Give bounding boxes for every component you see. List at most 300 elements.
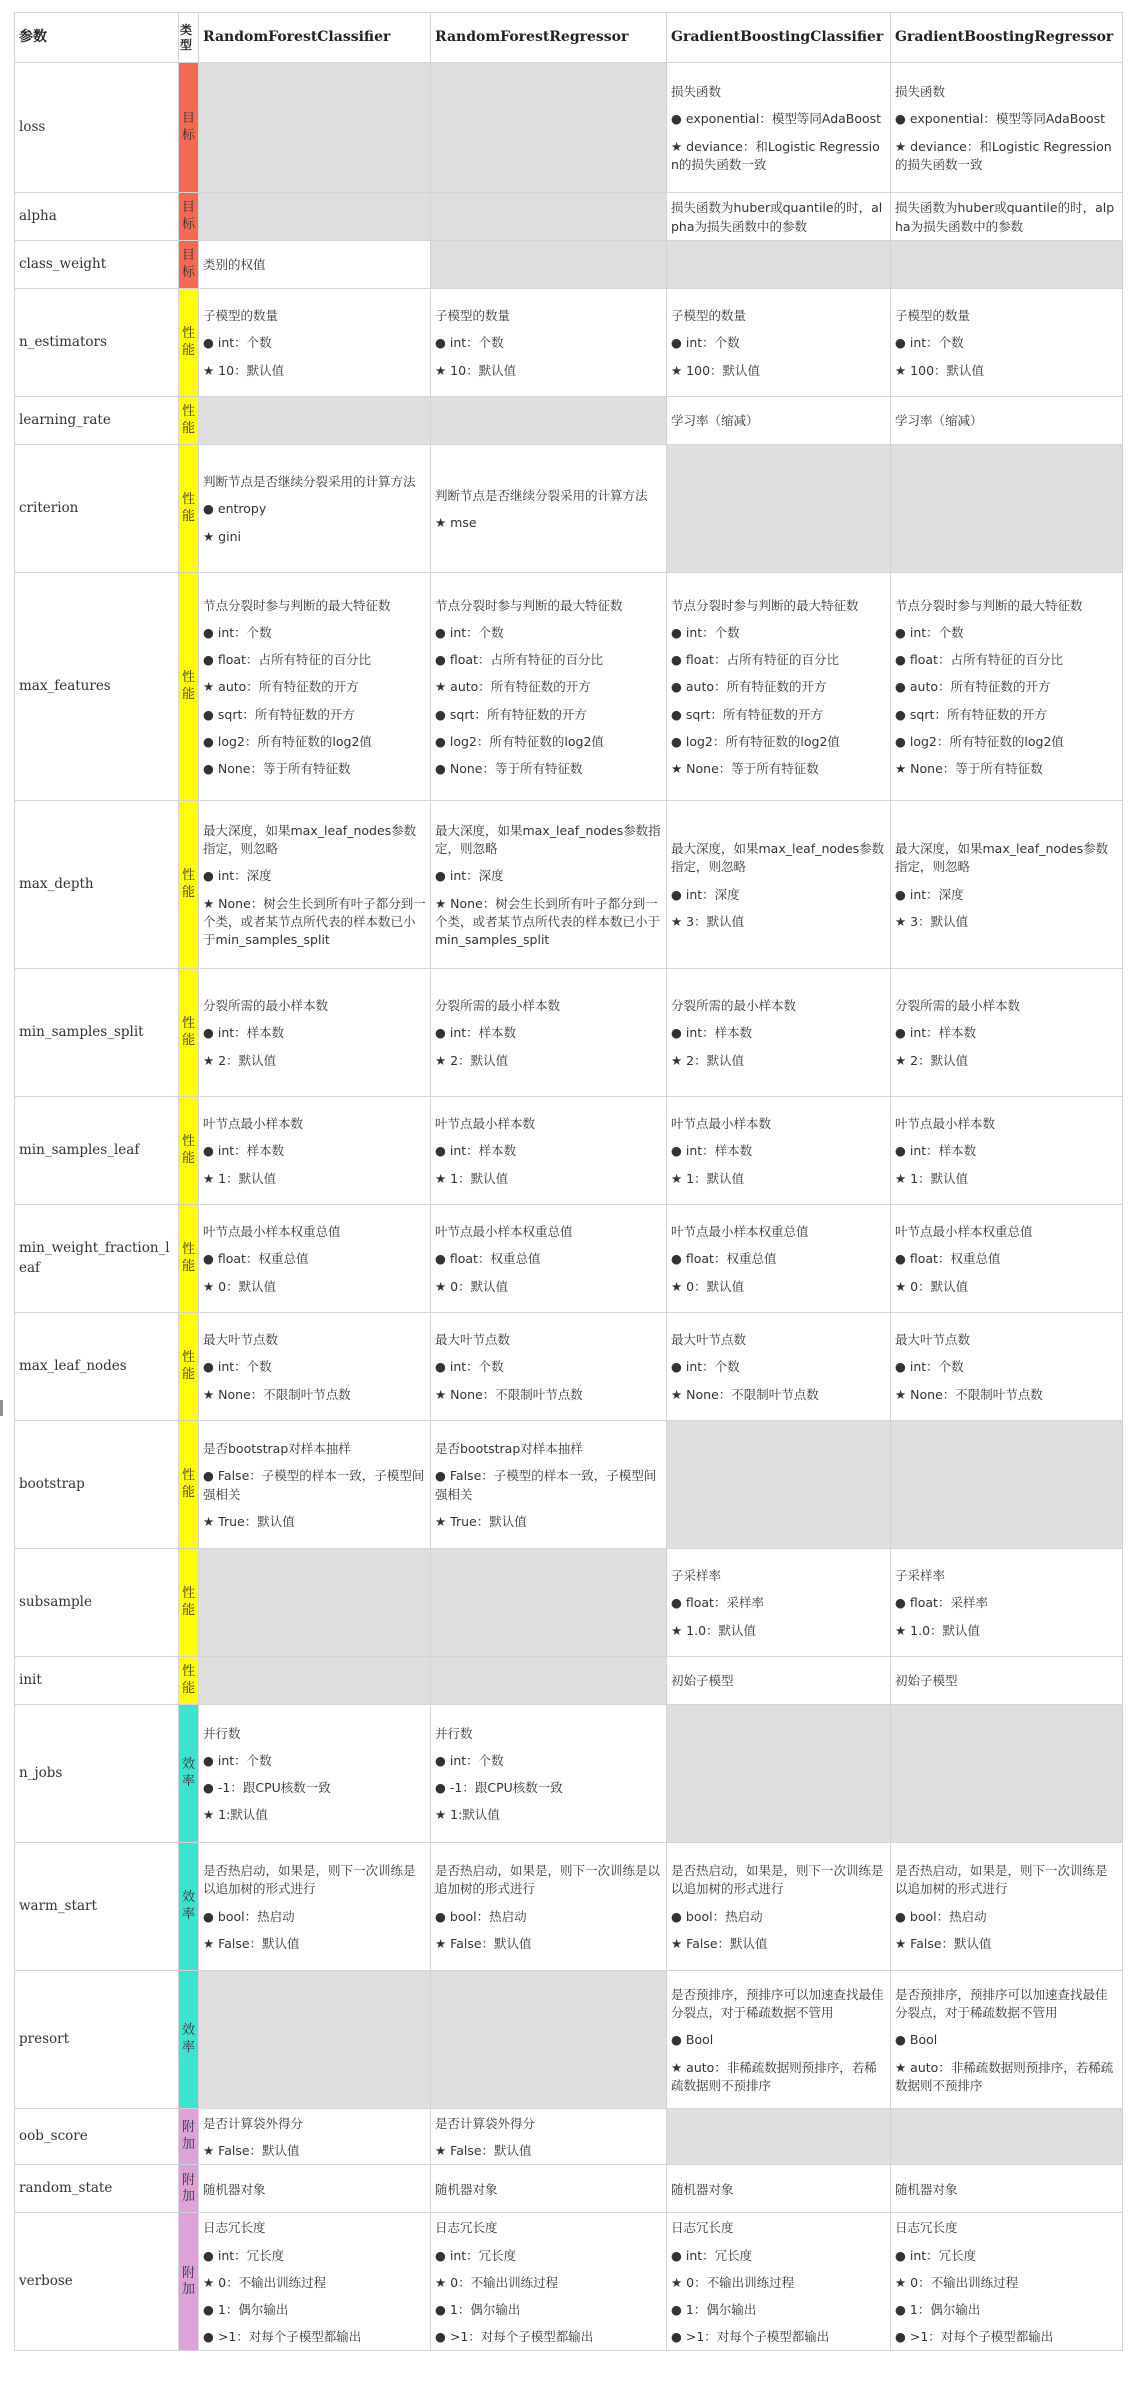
cell-option: ★ False：默认值 bbox=[671, 1935, 768, 1951]
cell-option: ● entropy bbox=[203, 501, 267, 517]
param-type-badge: 性能 bbox=[179, 1549, 199, 1657]
param-name: min_weight_fraction_leaf bbox=[15, 1205, 179, 1313]
cell-description: 类别的权值 bbox=[203, 257, 266, 273]
cell-gb-classifier bbox=[667, 2213, 891, 2351]
cell-option: ● int：深度 bbox=[435, 868, 504, 884]
table-row bbox=[15, 193, 1123, 241]
empty-cell-rf-regressor bbox=[431, 397, 667, 445]
cell-description: 子模型的数量 bbox=[203, 308, 279, 324]
cell-description: 是否热启动，如果是，则下一次训练是以追加树的形式进行 bbox=[895, 1863, 1108, 1897]
cell-description: 最大叶节点数 bbox=[203, 1332, 279, 1348]
cell-option: ● int：深度 bbox=[203, 868, 272, 884]
cell-gb-regressor bbox=[891, 1549, 1123, 1657]
cell-description: 并行数 bbox=[203, 1725, 241, 1741]
cell-description: 是否热启动，如果是，则下一次训练是以追加树的形式进行 bbox=[435, 1863, 661, 1897]
cell-description: 最大叶节点数 bbox=[671, 1332, 747, 1348]
param-type-badge: 性能 bbox=[179, 1421, 199, 1549]
cell-option: ● auto：所有特征数的开方 bbox=[895, 679, 1051, 695]
cell-description: 分裂所需的最小样本数 bbox=[671, 998, 797, 1014]
param-type-badge: 附加 bbox=[179, 2213, 199, 2351]
cell-option: ● float：权重总值 bbox=[435, 1251, 541, 1267]
cell-option: ● int：个数 bbox=[203, 625, 272, 641]
empty-cell-rf-classifier bbox=[199, 1657, 431, 1705]
cell-rf-classifier bbox=[199, 801, 431, 969]
cell-option: ● False：子模型的样本一致，子模型间强相关 bbox=[203, 1468, 425, 1502]
cell-description: 随机器对象 bbox=[435, 2181, 498, 2197]
header-type: 类型 bbox=[179, 13, 199, 63]
cell-description: 是否计算袋外得分 bbox=[435, 2116, 536, 2131]
cell-option: ● Bool bbox=[895, 2032, 938, 2048]
cell-gb-regressor bbox=[891, 1097, 1123, 1205]
cell-option: ★ None：不限制叶节点数 bbox=[671, 1386, 819, 1402]
empty-cell-gb-classifier bbox=[667, 445, 891, 573]
cell-option: ★ auto：所有特征数的开方 bbox=[435, 679, 591, 695]
cell-gb-classifier bbox=[667, 1657, 891, 1705]
table-row bbox=[15, 241, 1123, 289]
cell-description: 分裂所需的最小样本数 bbox=[435, 998, 561, 1014]
param-name: loss bbox=[15, 63, 179, 193]
cell-rf-classifier bbox=[199, 1843, 431, 1971]
param-type-badge: 目标 bbox=[179, 193, 199, 241]
cell-option: ★ 1:默认值 bbox=[203, 1807, 268, 1823]
cell-rf-classifier bbox=[199, 1313, 431, 1421]
cell-gb-regressor bbox=[891, 573, 1123, 801]
param-type-badge: 性能 bbox=[179, 1097, 199, 1205]
cell-option: ● >1：对每个子模型都输出 bbox=[895, 2328, 1054, 2344]
cell-gb-regressor bbox=[891, 2213, 1123, 2351]
cell-option: ● int：个数 bbox=[671, 625, 740, 641]
param-name: max_features bbox=[15, 573, 179, 801]
cell-option: ● int：深度 bbox=[895, 886, 964, 902]
cell-gb-classifier bbox=[667, 1313, 891, 1421]
cell-option: ● int：样本数 bbox=[203, 1025, 285, 1041]
cell-option: ● auto：所有特征数的开方 bbox=[671, 679, 827, 695]
cell-description: 最大叶节点数 bbox=[895, 1332, 971, 1348]
cell-option: ★ 0：默认值 bbox=[203, 1278, 277, 1294]
cell-description: 学习率（缩减） bbox=[895, 413, 983, 429]
cell-option: ● >1：对每个子模型都输出 bbox=[435, 2328, 594, 2344]
cell-gb-regressor bbox=[891, 289, 1123, 397]
cell-option: ★ False：默认值 bbox=[895, 1935, 992, 1951]
table-row bbox=[15, 289, 1123, 397]
table-row bbox=[15, 2165, 1123, 2213]
cell-option: ● int：样本数 bbox=[435, 1143, 517, 1159]
cell-description: 分裂所需的最小样本数 bbox=[203, 998, 329, 1014]
table-row bbox=[15, 801, 1123, 969]
cell-option: ● int：样本数 bbox=[435, 1025, 517, 1041]
empty-cell-gb-classifier bbox=[667, 1421, 891, 1549]
cell-option: ● False：子模型的样本一致，子模型间强相关 bbox=[435, 1468, 657, 1502]
empty-cell-gb-regressor bbox=[891, 241, 1123, 289]
cell-description: 判断节点是否继续分裂采用的计算方法 bbox=[203, 474, 416, 490]
cell-option: ★ 1：默认值 bbox=[671, 1170, 745, 1186]
cell-option: ★ None：等于所有特征数 bbox=[671, 760, 819, 776]
cell-rf-regressor bbox=[431, 1097, 667, 1205]
cell-description: 子模型的数量 bbox=[671, 308, 747, 324]
cell-option: ★ True：默认值 bbox=[203, 1513, 295, 1529]
cell-description: 子采样率 bbox=[671, 1568, 722, 1584]
param-type-badge: 性能 bbox=[179, 969, 199, 1097]
cell-option: ★ 0：不输出训练过程 bbox=[435, 2274, 559, 2290]
cell-description: 叶节点最小样本权重总值 bbox=[203, 1224, 341, 1240]
cell-gb-classifier bbox=[667, 1549, 891, 1657]
param-name: learning_rate bbox=[15, 397, 179, 445]
cell-option: ★ 1：默认值 bbox=[895, 1170, 969, 1186]
cell-rf-regressor bbox=[431, 2165, 667, 2213]
cell-rf-regressor bbox=[431, 2109, 667, 2165]
cell-gb-classifier bbox=[667, 1097, 891, 1205]
param-name: alpha bbox=[15, 193, 179, 241]
cell-option: ● float：占所有特征的百分比 bbox=[203, 652, 371, 668]
cell-option: ● int：个数 bbox=[671, 335, 740, 351]
cell-description: 日志冗长度 bbox=[895, 2220, 958, 2236]
cell-option: ● int：个数 bbox=[203, 1359, 272, 1375]
empty-cell-rf-classifier bbox=[199, 397, 431, 445]
cell-option: ★ 2：默认值 bbox=[435, 1052, 509, 1068]
cell-rf-regressor bbox=[431, 289, 667, 397]
table-header-row bbox=[15, 13, 1123, 63]
cell-option: ● bool：热启动 bbox=[671, 1908, 763, 1924]
cell-rf-regressor bbox=[431, 1705, 667, 1843]
cell-description: 是否预排序，预排序可以加速查找最佳分裂点，对于稀疏数据不管用 bbox=[895, 1987, 1108, 2021]
empty-cell-rf-regressor bbox=[431, 1971, 667, 2109]
cell-option: ★ auto：非稀疏数据则预排序，若稀疏数据则不预排序 bbox=[671, 2059, 877, 2093]
table-row bbox=[15, 1971, 1123, 2109]
table-row bbox=[15, 445, 1123, 573]
cell-option: ★ False：默认值 bbox=[435, 1935, 532, 1951]
cell-description: 叶节点最小样本权重总值 bbox=[435, 1224, 573, 1240]
cell-gb-classifier bbox=[667, 2165, 891, 2213]
empty-cell-gb-classifier bbox=[667, 1705, 891, 1843]
cell-gb-classifier bbox=[667, 1843, 891, 1971]
cell-rf-classifier bbox=[199, 1205, 431, 1313]
cell-description: 学习率（缩减） bbox=[671, 413, 759, 429]
table-row bbox=[15, 1205, 1123, 1313]
header-rf-regressor: RandomForestRegressor bbox=[431, 13, 667, 63]
cell-description: 叶节点最小样本权重总值 bbox=[671, 1224, 809, 1240]
cell-option: ★ True：默认值 bbox=[435, 1513, 527, 1529]
cell-description: 是否bootstrap对样本抽样 bbox=[435, 1441, 583, 1457]
cell-gb-classifier bbox=[667, 289, 891, 397]
cell-option: ★ False：默认值 bbox=[203, 1935, 300, 1951]
cell-option: ★ 0：默认值 bbox=[671, 1278, 745, 1294]
cell-option: ★ deviance：和Logistic Regression的损失函数一致 bbox=[671, 138, 880, 172]
cell-rf-regressor bbox=[431, 573, 667, 801]
cell-rf-classifier bbox=[199, 2165, 431, 2213]
param-type-badge: 性能 bbox=[179, 397, 199, 445]
cell-option: ● 1：偶尔输出 bbox=[203, 2301, 289, 2317]
parameter-comparison-table bbox=[14, 12, 1123, 2351]
cell-rf-classifier bbox=[199, 969, 431, 1097]
cell-option: ● int：个数 bbox=[895, 625, 964, 641]
cell-option: ★ None：不限制叶节点数 bbox=[203, 1386, 351, 1402]
empty-cell-rf-regressor bbox=[431, 63, 667, 193]
cell-option: ● Bool bbox=[671, 2032, 714, 2048]
cell-rf-classifier bbox=[199, 1421, 431, 1549]
cell-option: ★ False：默认值 bbox=[435, 2143, 532, 2159]
cell-option: ● float：采样率 bbox=[895, 1595, 988, 1611]
cell-option: ● log2：所有特征数的log2值 bbox=[435, 733, 604, 749]
cell-option: ● None：等于所有特征数 bbox=[435, 760, 583, 776]
cell-option: ● int：冗长度 bbox=[203, 2247, 285, 2263]
cell-description: 日志冗长度 bbox=[203, 2220, 266, 2236]
cell-description: 分裂所需的最小样本数 bbox=[895, 998, 1021, 1014]
cell-gb-regressor bbox=[891, 63, 1123, 193]
cell-description: 子模型的数量 bbox=[435, 308, 511, 324]
cell-description: 最大叶节点数 bbox=[435, 1332, 511, 1348]
table-row bbox=[15, 1705, 1123, 1843]
cell-option: ● int：个数 bbox=[203, 1752, 272, 1768]
cell-option: ★ None：不限制叶节点数 bbox=[895, 1386, 1043, 1402]
empty-cell-rf-regressor bbox=[431, 1657, 667, 1705]
cell-option: ● int：样本数 bbox=[203, 1143, 285, 1159]
table-row bbox=[15, 1549, 1123, 1657]
cell-rf-classifier bbox=[199, 2109, 431, 2165]
cell-option: ● float：权重总值 bbox=[895, 1251, 1001, 1267]
cell-gb-regressor bbox=[891, 1205, 1123, 1313]
cell-option: ● exponential：模型等同AdaBoost bbox=[671, 111, 882, 127]
cell-rf-regressor bbox=[431, 1313, 667, 1421]
empty-cell-rf-classifier bbox=[199, 63, 431, 193]
param-name: random_state bbox=[15, 2165, 179, 2213]
cell-description: 最大深度，如果max_leaf_nodes参数指定，则忽略 bbox=[671, 841, 885, 875]
table-row bbox=[15, 1421, 1123, 1549]
cell-option: ★ 1：默认值 bbox=[203, 1170, 277, 1186]
cell-description: 判断节点是否继续分裂采用的计算方法 bbox=[435, 487, 648, 503]
table-row bbox=[15, 63, 1123, 193]
empty-cell-gb-regressor bbox=[891, 1421, 1123, 1549]
cell-gb-classifier bbox=[667, 969, 891, 1097]
cell-description: 是否预排序，预排序可以加速查找最佳分裂点，对于稀疏数据不管用 bbox=[671, 1987, 884, 2021]
cell-description: 随机器对象 bbox=[671, 2181, 734, 2197]
cell-option: ★ 2：默认值 bbox=[671, 1052, 745, 1068]
cell-option: ★ auto：所有特征数的开方 bbox=[203, 679, 359, 695]
cell-option: ★ 2：默认值 bbox=[203, 1052, 277, 1068]
cell-option: ★ gini bbox=[203, 528, 241, 544]
cell-option: ● 1：偶尔输出 bbox=[895, 2301, 981, 2317]
cell-description: 子采样率 bbox=[895, 1568, 946, 1584]
cell-gb-classifier bbox=[667, 193, 891, 241]
cell-gb-classifier bbox=[667, 1971, 891, 2109]
cell-description: 日志冗长度 bbox=[671, 2220, 734, 2236]
cell-option: ★ 10：默认值 bbox=[203, 362, 285, 378]
cell-description: 叶节点最小样本权重总值 bbox=[895, 1224, 1033, 1240]
cell-option: ● float：占所有特征的百分比 bbox=[435, 652, 603, 668]
header-gb-classifier: GradientBoostingClassifier bbox=[667, 13, 891, 63]
table-row bbox=[15, 397, 1123, 445]
cell-description: 日志冗长度 bbox=[435, 2220, 498, 2236]
cell-description: 随机器对象 bbox=[203, 2181, 266, 2197]
empty-cell-gb-regressor bbox=[891, 445, 1123, 573]
cell-option: ● int：冗长度 bbox=[435, 2247, 517, 2263]
cell-description: 最大深度，如果max_leaf_nodes参数指定，则忽略 bbox=[203, 823, 417, 857]
empty-cell-rf-classifier bbox=[199, 1549, 431, 1657]
cell-rf-regressor bbox=[431, 801, 667, 969]
cell-description: 是否热启动，如果是，则下一次训练是以追加树的形式进行 bbox=[671, 1863, 884, 1897]
param-name: min_samples_split bbox=[15, 969, 179, 1097]
cell-description: 叶节点最小样本数 bbox=[895, 1116, 996, 1132]
cell-option: ● -1：跟CPU核数一致 bbox=[435, 1780, 563, 1795]
param-name: subsample bbox=[15, 1549, 179, 1657]
table-row bbox=[15, 1657, 1123, 1705]
cell-rf-regressor bbox=[431, 969, 667, 1097]
cell-rf-classifier bbox=[199, 1705, 431, 1843]
cell-option: ★ None：不限制叶节点数 bbox=[435, 1386, 583, 1402]
table-row bbox=[15, 573, 1123, 801]
param-name: verbose bbox=[15, 2213, 179, 2351]
empty-cell-rf-classifier bbox=[199, 193, 431, 241]
cell-option: ● int：深度 bbox=[671, 886, 740, 902]
cell-option: ★ 0：默认值 bbox=[895, 1278, 969, 1294]
cell-description: 叶节点最小样本数 bbox=[203, 1116, 304, 1132]
empty-cell-rf-regressor bbox=[431, 193, 667, 241]
cell-option: ★ 10：默认值 bbox=[435, 362, 517, 378]
cell-description: 节点分裂时参与判断的最大特征数 bbox=[895, 598, 1083, 614]
param-name: presort bbox=[15, 1971, 179, 2109]
cell-description: 损失函数 bbox=[671, 84, 722, 100]
param-name: n_jobs bbox=[15, 1705, 179, 1843]
cell-option: ● 1：偶尔输出 bbox=[671, 2301, 757, 2317]
cell-option: ● int：个数 bbox=[435, 625, 504, 641]
param-type-badge: 性能 bbox=[179, 573, 199, 801]
cell-option: ★ None：树会生长到所有叶子都分到一个类，或者某节点所代表的样本数已小于min_samples_split bbox=[203, 895, 426, 947]
cell-option: ● int：个数 bbox=[671, 1359, 740, 1375]
empty-cell-rf-regressor bbox=[431, 241, 667, 289]
cell-description: 随机器对象 bbox=[895, 2181, 958, 2197]
cell-option: ● int：个数 bbox=[895, 1359, 964, 1375]
cell-option: ● float：权重总值 bbox=[671, 1251, 777, 1267]
cell-rf-regressor bbox=[431, 445, 667, 573]
param-name: min_samples_leaf bbox=[15, 1097, 179, 1205]
cell-description: 初始子模型 bbox=[895, 1673, 958, 1689]
cell-gb-regressor bbox=[891, 801, 1123, 969]
param-type-badge: 性能 bbox=[179, 801, 199, 969]
cell-option: ● >1：对每个子模型都输出 bbox=[203, 2328, 362, 2344]
cell-option: ★ deviance：和Logistic Regression的损失函数一致 bbox=[895, 138, 1112, 172]
table-row bbox=[15, 1097, 1123, 1205]
cell-option: ★ None：等于所有特征数 bbox=[895, 760, 1043, 776]
cell-option: ● float：占所有特征的百分比 bbox=[671, 652, 839, 668]
param-type-badge: 效率 bbox=[179, 1843, 199, 1971]
cell-option: ● sqrt：所有特征数的开方 bbox=[895, 706, 1047, 722]
cell-option: ★ auto：非稀疏数据则预排序，若稀疏数据则不预排序 bbox=[895, 2059, 1114, 2093]
cell-option: ★ 1:默认值 bbox=[435, 1807, 500, 1823]
empty-cell-gb-classifier bbox=[667, 241, 891, 289]
cell-option: ★ 0：不输出训练过程 bbox=[895, 2274, 1019, 2290]
cell-description: 损失函数为huber或quantile的时，alpha为损失函数中的参数 bbox=[671, 200, 883, 234]
cell-description: 最大深度，如果max_leaf_nodes参数指定，则忽略 bbox=[435, 823, 661, 857]
cell-description: 是否计算袋外得分 bbox=[203, 2116, 304, 2131]
cell-rf-classifier bbox=[199, 445, 431, 573]
cell-description: 最大深度，如果max_leaf_nodes参数指定，则忽略 bbox=[895, 841, 1109, 875]
table-row bbox=[15, 1843, 1123, 1971]
param-type-badge: 附加 bbox=[179, 2109, 199, 2165]
cell-description: 并行数 bbox=[435, 1725, 473, 1741]
cell-option: ★ False：默认值 bbox=[203, 2143, 300, 2159]
cell-rf-regressor bbox=[431, 1421, 667, 1549]
cell-rf-classifier bbox=[199, 1097, 431, 1205]
cell-description: 节点分裂时参与判断的最大特征数 bbox=[435, 598, 623, 614]
table-row bbox=[15, 2109, 1123, 2165]
cell-gb-classifier bbox=[667, 801, 891, 969]
cell-rf-regressor bbox=[431, 1843, 667, 1971]
table-row bbox=[15, 1313, 1123, 1421]
cell-option: ★ mse bbox=[435, 515, 477, 530]
cell-option: ★ 0：不输出训练过程 bbox=[671, 2274, 795, 2290]
empty-cell-rf-regressor bbox=[431, 1549, 667, 1657]
param-type-badge: 附加 bbox=[179, 2165, 199, 2213]
cell-description: 损失函数为huber或quantile的时，alpha为损失函数中的参数 bbox=[895, 200, 1115, 234]
cell-option: ● int：冗长度 bbox=[671, 2247, 753, 2263]
cell-option: ● sqrt：所有特征数的开方 bbox=[671, 706, 823, 722]
cell-gb-regressor bbox=[891, 1657, 1123, 1705]
header-param: 参数 bbox=[15, 13, 179, 63]
param-name: n_estimators bbox=[15, 289, 179, 397]
cell-option: ● bool：热启动 bbox=[203, 1908, 295, 1924]
cell-option: ★ 1.0：默认值 bbox=[671, 1622, 757, 1638]
cell-gb-classifier bbox=[667, 1205, 891, 1313]
param-name: criterion bbox=[15, 445, 179, 573]
empty-cell-rf-classifier bbox=[199, 1971, 431, 2109]
cell-rf-regressor bbox=[431, 2213, 667, 2351]
cell-option: ● 1：偶尔输出 bbox=[435, 2301, 521, 2317]
cell-option: ● int：冗长度 bbox=[895, 2247, 977, 2263]
page-edge-mark bbox=[0, 1400, 3, 1416]
cell-option: ● bool：热启动 bbox=[895, 1908, 987, 1924]
cell-option: ● None：等于所有特征数 bbox=[203, 760, 351, 776]
header-gb-regressor: GradientBoostingRegressor bbox=[891, 13, 1123, 63]
cell-gb-regressor bbox=[891, 193, 1123, 241]
cell-option: ● float：采样率 bbox=[671, 1595, 764, 1611]
param-type-badge: 性能 bbox=[179, 445, 199, 573]
cell-option: ● int：个数 bbox=[203, 335, 272, 351]
cell-option: ● exponential：模型等同AdaBoost bbox=[895, 111, 1106, 127]
param-type-badge: 目标 bbox=[179, 241, 199, 289]
cell-description: 节点分裂时参与判断的最大特征数 bbox=[671, 598, 859, 614]
cell-option: ● int：个数 bbox=[435, 335, 504, 351]
param-type-badge: 性能 bbox=[179, 1657, 199, 1705]
cell-option: ● int：样本数 bbox=[671, 1143, 753, 1159]
param-name: bootstrap bbox=[15, 1421, 179, 1549]
cell-option: ★ 1.0：默认值 bbox=[895, 1622, 981, 1638]
param-name: max_depth bbox=[15, 801, 179, 969]
param-type-badge: 性能 bbox=[179, 1313, 199, 1421]
cell-option: ★ 100：默认值 bbox=[895, 362, 985, 378]
param-type-badge: 效率 bbox=[179, 1971, 199, 2109]
param-type-badge: 效率 bbox=[179, 1705, 199, 1843]
cell-description: 叶节点最小样本数 bbox=[435, 1116, 536, 1132]
empty-cell-gb-regressor bbox=[891, 2109, 1123, 2165]
cell-gb-classifier bbox=[667, 63, 891, 193]
cell-option: ● int：个数 bbox=[435, 1752, 504, 1768]
header-rf-classifier: RandomForestClassifier bbox=[199, 13, 431, 63]
param-name: class_weight bbox=[15, 241, 179, 289]
cell-option: ★ 3：默认值 bbox=[895, 913, 969, 929]
cell-gb-classifier bbox=[667, 397, 891, 445]
cell-gb-regressor bbox=[891, 1843, 1123, 1971]
table-row bbox=[15, 2213, 1123, 2351]
cell-gb-regressor bbox=[891, 397, 1123, 445]
cell-gb-regressor bbox=[891, 2165, 1123, 2213]
cell-description: 损失函数 bbox=[895, 84, 946, 100]
cell-description: 子模型的数量 bbox=[895, 308, 971, 324]
cell-rf-classifier bbox=[199, 241, 431, 289]
empty-cell-gb-classifier bbox=[667, 2109, 891, 2165]
cell-option: ● log2：所有特征数的log2值 bbox=[895, 733, 1064, 749]
cell-gb-regressor bbox=[891, 1313, 1123, 1421]
param-type-badge: 目标 bbox=[179, 63, 199, 193]
cell-rf-classifier bbox=[199, 289, 431, 397]
